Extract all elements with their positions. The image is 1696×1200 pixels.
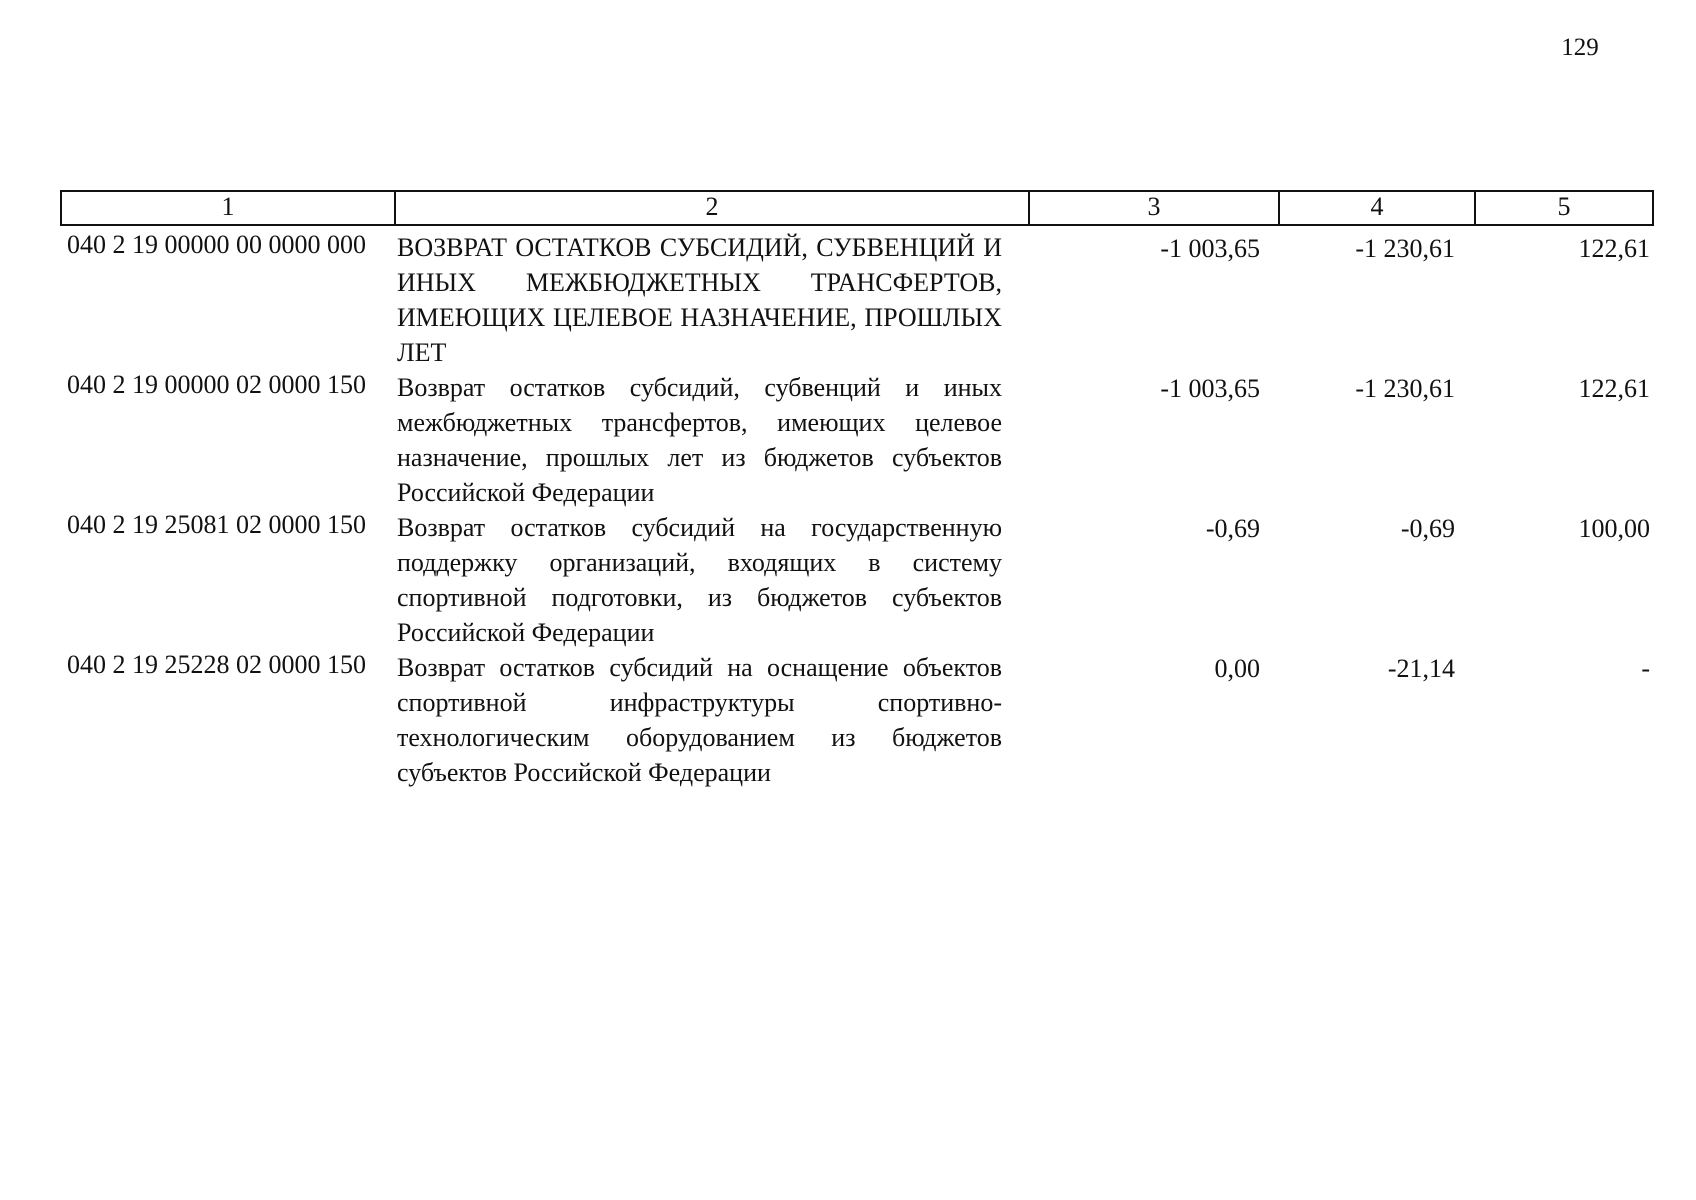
column-header-4: 4 xyxy=(1278,190,1476,226)
column-header-2: 2 xyxy=(394,190,1030,226)
budget-code: 040 2 19 00000 00 0000 000 xyxy=(67,230,366,259)
value-col-5: 122,61 xyxy=(1578,234,1650,263)
row-description: Возврат остатков субсидий, субвенций и иных межбюджетных трансфертов, имеющих целевое назначение, прошлых лет из бюджетов субъектов Российской Федерации xyxy=(397,373,1002,507)
row-description: Возврат остатков субсидий на оснащение объектов спортивной инфраструктуры спортивно-технологическим оборудованием из бюджетов субъектов Российской Федерации xyxy=(397,653,1002,787)
column-header-3: 3 xyxy=(1028,190,1280,226)
value-col-3: 0,00 xyxy=(1214,654,1260,683)
value-col-4: -1 230,61 xyxy=(1355,374,1455,403)
value-col-5: 100,00 xyxy=(1578,514,1650,543)
column-header-5: 5 xyxy=(1474,190,1654,226)
column-header-1: 1 xyxy=(60,190,396,226)
value-col-3: -1 003,65 xyxy=(1160,374,1260,403)
value-col-4: -0,69 xyxy=(1400,514,1455,543)
value-col-5: 122,61 xyxy=(1578,374,1650,403)
value-col-4: -21,14 xyxy=(1387,654,1455,683)
row-description: Возврат остатков субсидий на государственную поддержку организаций, входящих в систему спортивной подготовки, из бюджетов субъектов Российской Федерации xyxy=(397,513,1002,647)
value-col-3: -1 003,65 xyxy=(1160,234,1260,263)
row-description: ВОЗВРАТ ОСТАТКОВ СУБСИДИЙ, СУБВЕНЦИЙ И ИНЫХ МЕЖБЮДЖЕТНЫХ ТРАНСФЕРТОВ, ИМЕЮЩИХ ЦЕЛЕВОЕ НАЗНАЧЕНИЕ, ПРОШЛЫХ ЛЕТ xyxy=(397,233,1002,367)
page-number: 129 xyxy=(1561,34,1599,61)
budget-code: 040 2 19 25228 02 0000 150 xyxy=(67,650,366,679)
value-col-5: - xyxy=(1641,654,1650,683)
budget-code: 040 2 19 25081 02 0000 150 xyxy=(67,510,366,539)
value-col-4: -1 230,61 xyxy=(1355,234,1455,263)
budget-code: 040 2 19 00000 02 0000 150 xyxy=(67,370,366,399)
value-col-3: -0,69 xyxy=(1205,514,1260,543)
